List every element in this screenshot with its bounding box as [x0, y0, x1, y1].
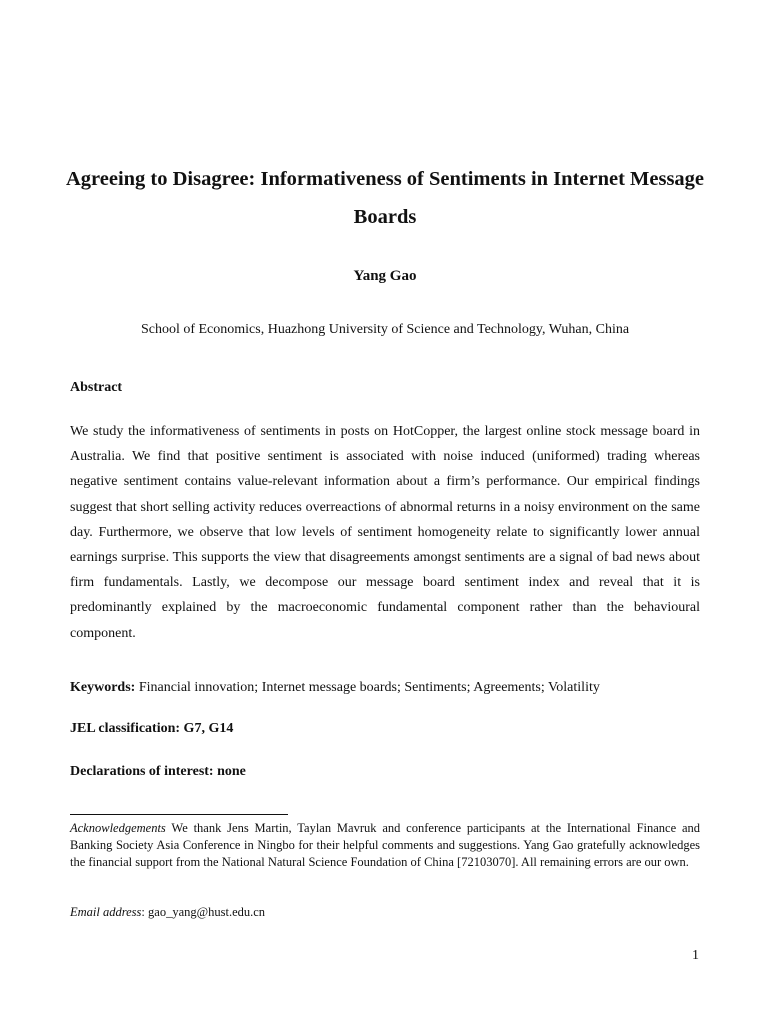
keywords-line — [70, 680, 600, 696]
footnote-divider — [70, 814, 288, 815]
email-label: Email address — [70, 905, 142, 919]
page-number: 1 — [692, 948, 699, 963]
keywords-label: Keywords: — [70, 680, 136, 695]
abstract-heading: Abstract — [70, 380, 123, 395]
jel-classification: JEL classification: G7, G14 — [70, 721, 234, 736]
acknowledgements-text: We thank Jens Martin, Taylan Mavruk and conference participants at the International Finance and Banking Society Asia Conference in Ningbo for their helpful comments and suggestions. Yang Gao gratefully acknowledges the financial support from the National Natural Science Foundation of China [72103070]. All remaining errors are our own. — [70, 821, 701, 869]
email-value[interactable]: : gao_yang@hust.edu.cn — [141, 905, 266, 919]
keywords-text: Financial innovation; Internet message boards; Sentiments; Agreements; Volatility — [138, 680, 600, 695]
author-affiliation: School of Economics, Huazhong University of Science and Technology, Wuhan, China — [140, 322, 630, 337]
paper-title: Agreeing to Disagree: Informativeness of Sentiments in Internet Message Boards — [65, 168, 705, 228]
abstract-body: We study the informativeness of sentiments in posts on HotCopper, the largest online stock message board in Australia. We find that positive sentiment is associated with noise induced (uniformed) trading whereas negative sentiment contains value-relevant information about a firm’s performance. Our empirical findings suggest that short selling activity reduces overreactions of abnormal returns in a noisy environment on the same day. Furthermore, we observe that low levels of sentiment homogeneity relate to significantly lower annual earnings surprise. This supports the view that disagreements amongst sentiments are a signal of bad news about firm fundamentals. Lastly, we decompose our message board sentiment index and reveal that it is predominantly explained by the macroeconomic fundamental component rather than the behavioural component. — [70, 424, 700, 641]
email-footnote — [70, 905, 265, 920]
author-name: Yang Gao — [353, 268, 417, 284]
declarations-of-interest: Declarations of interest: none — [70, 764, 246, 779]
acknowledgements-footnote — [70, 820, 700, 871]
acknowledgements-label: Acknowledgements — [70, 821, 166, 835]
